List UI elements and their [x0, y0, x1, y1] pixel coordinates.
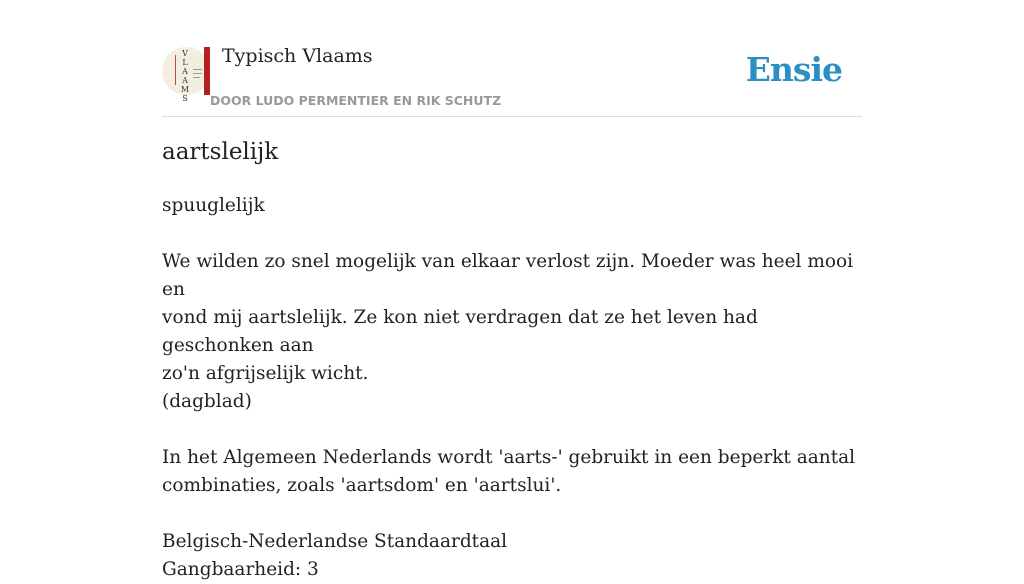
- ensie-logo-link[interactable]: Ensie: [745, 50, 842, 89]
- avatar-letter: A: [182, 76, 188, 85]
- register-line: Belgisch-Nederlandse Standaardtaal: [162, 531, 508, 552]
- entry-definition: [162, 192, 862, 584]
- paragraph-gap: [162, 500, 862, 528]
- paragraph-gap: [162, 416, 862, 444]
- avatar-letter: M: [180, 85, 190, 94]
- avatar-letter: A: [182, 67, 188, 76]
- note-line: In het Algemeen Nederlands wordt 'aarts-' gebruikt in een beperkt aantal: [162, 447, 856, 468]
- avatar-text-line: [193, 73, 202, 74]
- avatar-letters: [180, 49, 190, 103]
- avatar-text-line: [193, 77, 200, 78]
- avatar-letter: S: [182, 94, 188, 103]
- short-definition: spuuglelijk: [162, 195, 265, 216]
- blog-avatar[interactable]: [162, 47, 210, 103]
- note-line: combinaties, zoals 'aartsdom' en 'aartslui'.: [162, 475, 562, 496]
- content-container: [162, 0, 862, 580]
- quote-line: We wilden zo snel mogelijk van elkaar verlost zijn. Moeder was heel mooi en: [162, 251, 854, 300]
- blog-name-link[interactable]: Typisch Vlaams: [222, 45, 373, 67]
- quote-line: zo'n afgrijselijk wicht.: [162, 363, 369, 384]
- quote-source: (dagblad): [162, 391, 252, 412]
- avatar-red-edge: [204, 47, 210, 95]
- header: [162, 0, 862, 117]
- register-line: Gangbaarheid: 3: [162, 559, 319, 580]
- avatar-letter: L: [182, 58, 188, 67]
- paragraph-gap: [162, 220, 862, 248]
- avatar-red-line: [175, 55, 176, 85]
- byline: DOOR LUDO PERMENTIER EN RIK SCHUTZ: [210, 93, 502, 108]
- entry-title: aartslelijk: [162, 139, 279, 165]
- quote-line: vond mij aartslelijk. Ze kon niet verdragen dat ze het leven had geschonken aan: [162, 307, 758, 356]
- avatar-text-line: [193, 69, 202, 70]
- avatar-letter: V: [182, 49, 188, 58]
